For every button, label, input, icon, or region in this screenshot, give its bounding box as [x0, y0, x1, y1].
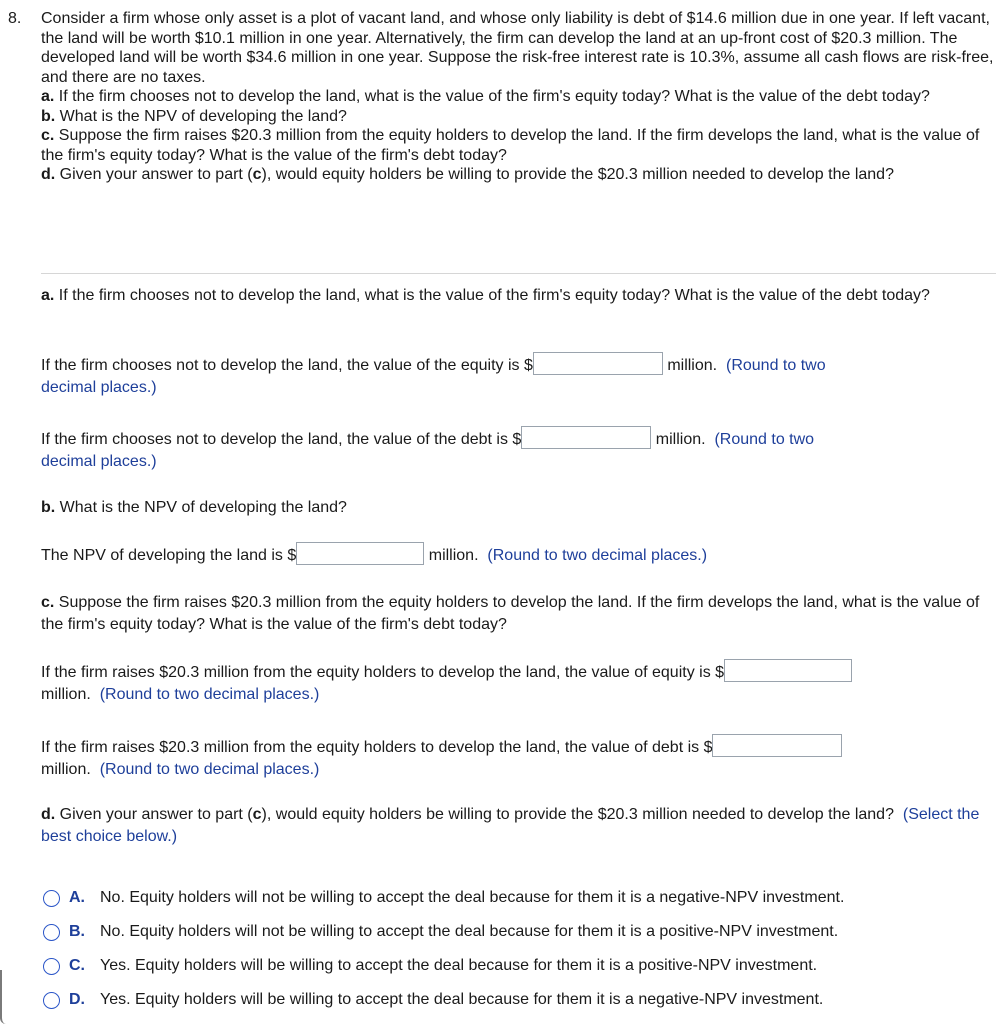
part-text: What is the NPV of developing the land?: [55, 107, 347, 125]
problem-part-b: [41, 107, 996, 127]
part-d-question: [41, 804, 996, 848]
choice-d[interactable]: [43, 983, 844, 1017]
radio-button-icon[interactable]: [43, 958, 60, 975]
frame-edge: [0, 970, 6, 1024]
part-question-text: Given your answer to part (: [55, 806, 253, 823]
round-hint: (Round to two: [714, 431, 815, 448]
part-question-text: What is the NPV of developing the land?: [55, 499, 347, 516]
unit-label: million.: [667, 357, 718, 374]
part-c-equity-row: [41, 659, 996, 706]
unit-label: million.: [655, 431, 706, 448]
part-label: c.: [41, 127, 55, 144]
unit-label: million.: [428, 547, 479, 564]
choice-letter: C.: [69, 957, 85, 974]
unit-label: million.: [41, 761, 91, 778]
part-c-debt-row: [41, 734, 996, 781]
part-text: If the firm chooses not to develop the land, what is the value of the firm's equity today? What is the value of the debt today?: [54, 88, 930, 105]
npv-answer-input[interactable]: [296, 542, 424, 565]
radio-button-icon[interactable]: [43, 924, 60, 941]
problem-part-c: [41, 126, 996, 165]
debt-answer-input[interactable]: [521, 426, 651, 449]
npv-prompt: The NPV of developing the land is $: [41, 547, 297, 564]
part-text: ), would equity holders be willing to provide the $20.3 million needed to develop the land?: [261, 166, 894, 183]
part-text: Given your answer to part (: [55, 166, 253, 183]
choice-text: Yes. Equity holders will be willing to accept the deal because for them it is a negative-NPV investment.: [100, 991, 824, 1008]
choice-text: Yes. Equity holders will be willing to accept the deal because for them it is a positive-NPV investment.: [100, 957, 818, 974]
choice-letter: D.: [69, 991, 85, 1008]
part-a-debt-row: [41, 426, 996, 473]
part-a-question: [41, 285, 996, 307]
part-question-text: If the firm chooses not to develop the land, what is the value of the firm's equity today? What is the value of the debt today?: [54, 287, 930, 304]
select-hint: (Select the best choice below.): [41, 806, 980, 845]
problem-part-a: [41, 87, 996, 107]
choice-b[interactable]: [43, 915, 844, 949]
part-b-question: [41, 497, 996, 519]
part-text: Suppose the firm raises $20.3 million from the equity holders to develop the land. If the firm develops the land, what is the value of the firm's equity today? What is the value of the firm's debt today?: [41, 127, 980, 164]
part-label: c.: [41, 594, 55, 611]
equity-answer-input[interactable]: [533, 352, 663, 375]
radio-button-icon[interactable]: [43, 992, 60, 1009]
section-divider: [41, 273, 996, 274]
choice-text: No. Equity holders will not be willing to accept the deal because for them it is a negative-NPV investment.: [100, 889, 845, 906]
debt-prompt: If the firm chooses not to develop the land, the value of the debt is $: [41, 431, 522, 448]
problem-statement: [41, 9, 996, 185]
equity-prompt: If the firm chooses not to develop the land, the value of the equity is $: [41, 357, 533, 374]
part-question-text: Suppose the firm raises $20.3 million from the equity holders to develop the land. If the firm develops the land, what is the value of the firm's equity today? What is the value of the firm's debt today?: [41, 594, 980, 633]
part-c-question: [41, 592, 996, 636]
problem-part-d: [41, 165, 996, 185]
choice-text: No. Equity holders will not be willing to accept the deal because for them it is a positive-NPV investment.: [100, 923, 839, 940]
choice-letter: B.: [69, 923, 85, 940]
part-label: b.: [41, 107, 56, 125]
part-label: d.: [41, 806, 56, 823]
part-a-equity-row: [41, 352, 996, 399]
part-label: d.: [41, 166, 56, 183]
choice-c[interactable]: [43, 949, 844, 983]
debt-prompt: If the firm raises $20.3 million from the equity holders to develop the land, the value of debt is $: [41, 739, 713, 756]
round-hint: (Round to two decimal places.): [99, 686, 320, 703]
round-hint: (Round to two decimal places.): [487, 547, 708, 564]
radio-button-icon[interactable]: [43, 890, 60, 907]
part-question-text: ), would equity holders be willing to provide the $20.3 million needed to develop the land?: [261, 806, 894, 823]
question-number: 8.: [8, 10, 22, 27]
part-ref: c: [252, 166, 262, 183]
unit-label: million.: [41, 686, 91, 703]
equity-answer-input[interactable]: [724, 659, 852, 682]
round-hint: decimal places.): [41, 379, 157, 396]
choice-list: [43, 881, 844, 1017]
choice-a[interactable]: [43, 881, 844, 915]
debt-answer-input[interactable]: [712, 734, 842, 757]
round-hint: (Round to two: [726, 357, 826, 374]
round-hint: (Round to two decimal places.): [99, 761, 320, 778]
part-ref: c: [252, 806, 262, 823]
round-hint: decimal places.): [41, 453, 157, 470]
part-b-npv-row: [41, 542, 996, 567]
choice-letter: A.: [69, 889, 85, 906]
part-label: a.: [41, 287, 55, 304]
part-label: a.: [41, 88, 55, 105]
part-label: b.: [41, 499, 56, 516]
equity-prompt: If the firm raises $20.3 million from the equity holders to develop the land, the value of equity is $: [41, 664, 725, 681]
problem-intro: Consider a firm whose only asset is a plot of vacant land, and whose only liability is debt of $14.6 million due in one year. If left vacant, the land will be worth $10.1 million in one year. Alternatively, the firm can develop the land at an up-front cost of $20.3 million. The developed land will be worth $34.6 million in one year. Suppose the risk-free interest rate is 10.3%, assume all cash flows are risk-free, and there are no taxes.: [41, 10, 994, 86]
